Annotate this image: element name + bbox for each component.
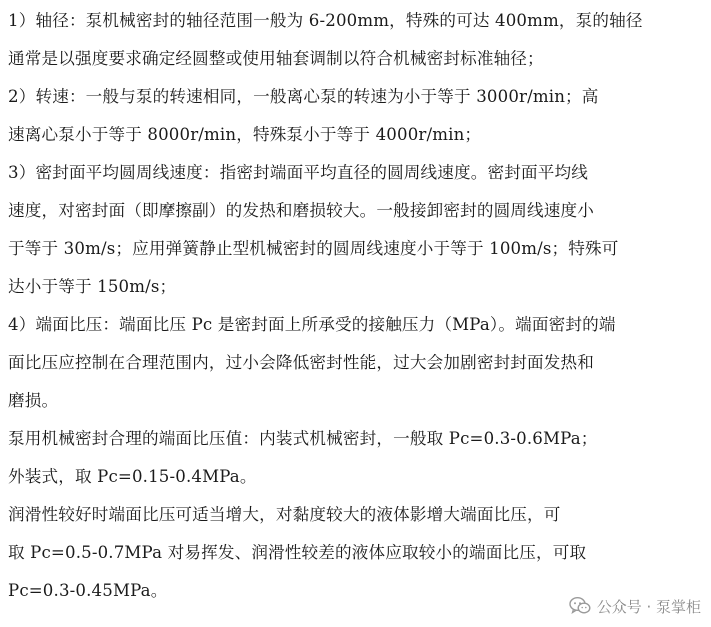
text-line: 速离心泵小于等于 8000r/min，特殊泵小于等于 4000r/min； bbox=[8, 125, 482, 144]
text-line: 速度，对密封面（即摩擦副）的发热和磨损较大。一般接卸密封的圆周线速度小 bbox=[8, 201, 595, 220]
text-line: 于等于 30m/s；应用弹簧静止型机械密封的圆周线速度小于等于 100m/s；特殊可 bbox=[8, 239, 619, 258]
watermark-text: 公众号 · 泵掌柜 bbox=[596, 597, 701, 616]
text-line: 面比压应控制在合理范围内，过小会降低密封性能，过大会加剧密封封面发热和 bbox=[8, 353, 595, 372]
text-line: 达小于等于 150m/s； bbox=[8, 277, 177, 296]
text-line: 泵用机械密封合理的端面比压值：内装式机械密封，一般取 Pc=0.3-0.6MPa； bbox=[8, 429, 598, 448]
text-line: 1）轴径：泵机械密封的轴径范围一般为 6-200mm，特殊的可达 400mm，泵的轴径 bbox=[8, 11, 643, 30]
text-line: 通常是以强度要求确定经圆整或使用轴套调制以符合机械密封标准轴径； bbox=[8, 49, 544, 68]
text-line: 外装式，取 Pc=0.15-0.4MPa。 bbox=[8, 467, 257, 486]
text-line: 2）转速：一般与泵的转速相同，一般离心泵的转速为小于等于 3000r/min；高 bbox=[8, 87, 599, 106]
text-line: 4）端面比压：端面比压 Pc 是密封面上所承受的接触压力（MPa）。端面密封的端 bbox=[8, 315, 616, 334]
text-line: Pc=0.3-0.45MPa。 bbox=[8, 581, 168, 600]
text-line: 3）密封面平均圆周线速度：指密封端面平均直径的圆周线速度。密封面平均线 bbox=[8, 163, 588, 182]
wechat-icon bbox=[569, 596, 591, 616]
text-line: 磨损。 bbox=[8, 391, 59, 410]
text-line: 取 Pc=0.5-0.7MPa 对易挥发、润滑性较差的液体应取较小的端面比压，可取 bbox=[8, 543, 587, 562]
text-line: 润滑性较好时端面比压可适当增大，对黏度较大的液体影增大端面比压，可 bbox=[8, 505, 561, 524]
watermark bbox=[569, 593, 701, 619]
